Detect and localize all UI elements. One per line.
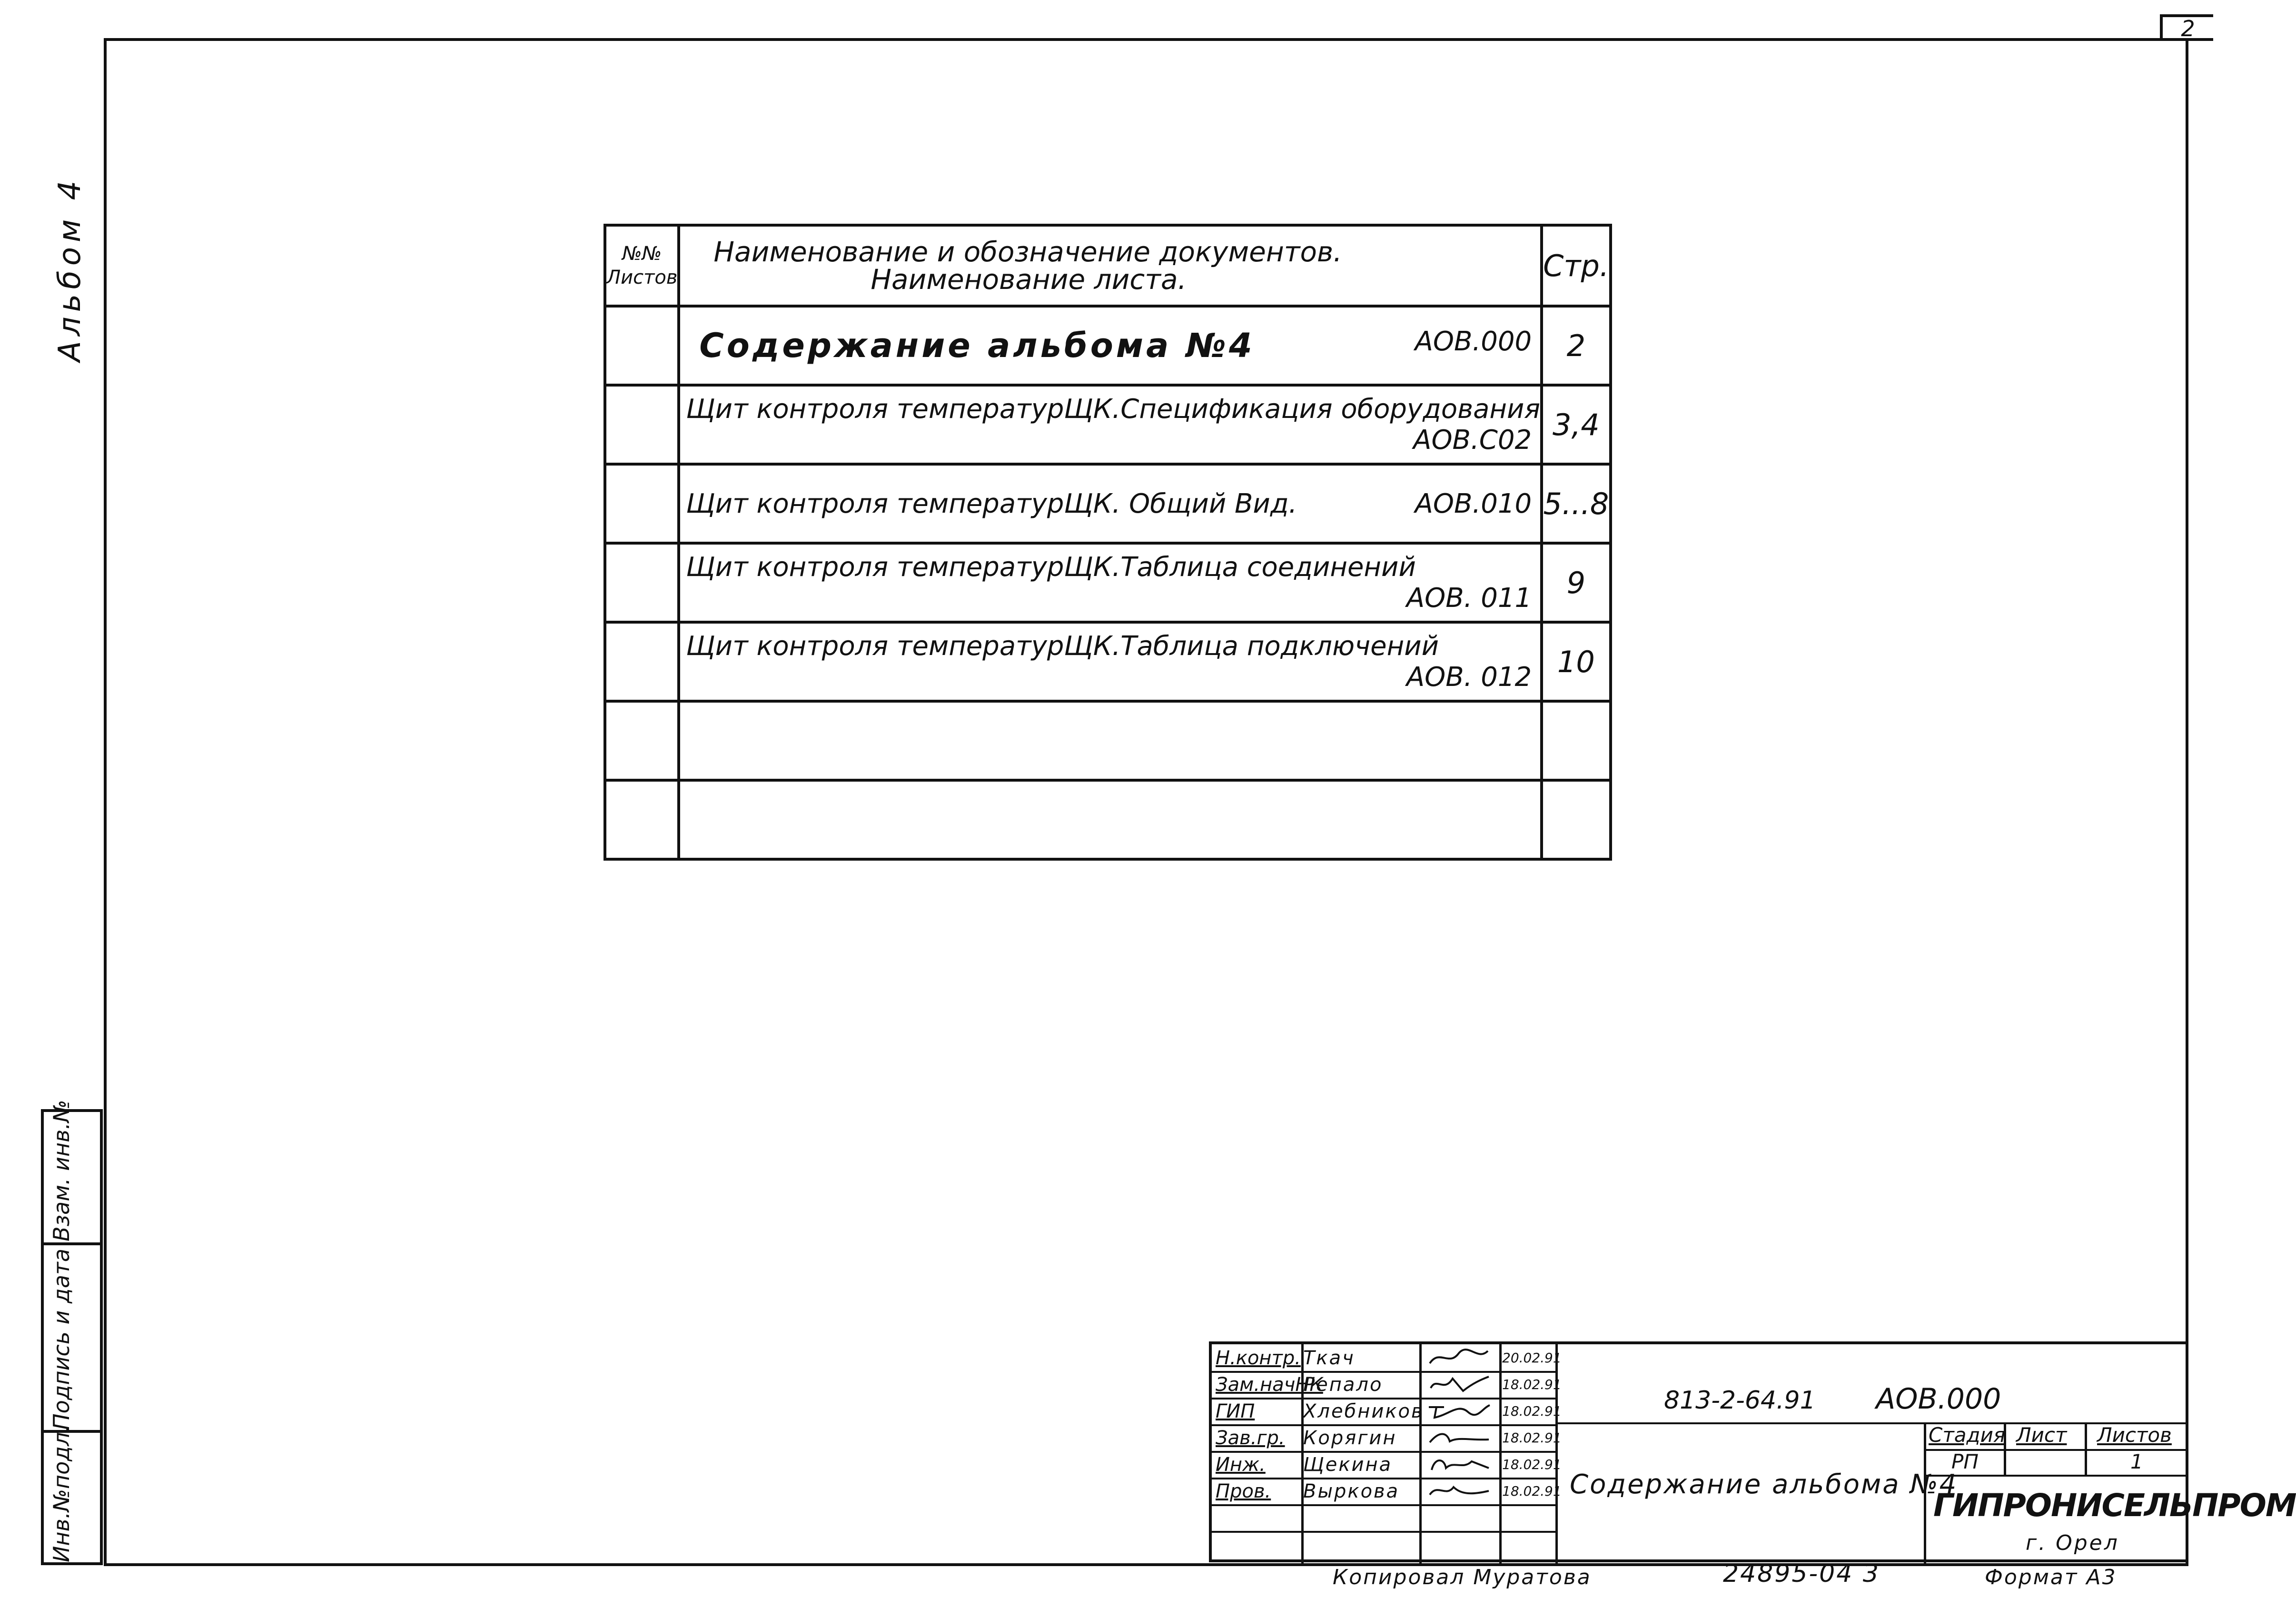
signature-name: Щекина [1303,1454,1393,1476]
signature-row [1212,1451,1562,1478]
row-page [1542,780,1610,859]
signature-date: 20.02.91 [1502,1350,1562,1366]
row-title: Щит контроля температурЩК. Общий Вид. [686,488,1297,519]
row-num [605,543,679,622]
signature-name: Выркова [1303,1480,1400,1502]
project-code-line [1664,1382,2001,1416]
row-num [605,306,679,385]
row-code: АОВ. 012 [1406,662,1532,693]
tb-divider [1212,1504,1557,1506]
signature-row [1212,1371,1562,1398]
signature-mark [1425,1347,1496,1373]
sheet-label: Лист [2016,1423,2067,1447]
album-label: Альбом 4 [52,176,88,362]
contents-row [605,780,1611,859]
row-num [605,464,679,543]
header-name-line1: Наименование и обозначение документов. [713,236,1342,268]
signature-mark [1425,1427,1496,1453]
signature-mark [1425,1480,1496,1506]
row-name [679,543,1542,622]
tb-divider [1212,1531,1557,1533]
contents-row [605,543,1611,622]
row-code: АОВ.010 [1415,488,1532,519]
contents-row [605,464,1611,543]
contents-row [605,622,1611,701]
row-name [679,780,1542,859]
row-code: АОВ. 011 [1406,583,1532,614]
row-code: АОВ.С02 [1413,425,1532,456]
row-page [1542,701,1610,780]
header-name-line2: Наименование листа. [871,263,1187,296]
tb-divider [1924,1475,2188,1477]
contents-table [604,224,1609,860]
signature-role: Инж. [1216,1454,1266,1476]
contents-header-row [605,225,1611,306]
contents-row [605,701,1611,780]
sheets-value: 1 [2130,1450,2143,1473]
title-block [1209,1341,2296,1562]
signature-role: ГИП [1216,1400,1255,1422]
row-title: Содержание альбома №4 [699,326,1255,365]
contents-row [605,306,1611,385]
project-code: 813-2-64.91 [1664,1386,1816,1415]
left-margin-stamp [41,1100,103,1565]
row-num [605,385,679,464]
row-title: Щит контроля температурЩК.Спецификация оборудования [686,394,1541,425]
row-page: 10 [1542,622,1610,701]
signature-date: 18.02.91 [1502,1377,1562,1392]
stamp-cell-inv-no: Инв.№подл. [41,1430,103,1565]
row-num [605,622,679,701]
tb-divider [2085,1422,2087,1476]
sheet-format: Формат А3 [1985,1565,2117,1589]
row-name [679,622,1542,701]
signature-name: Хлебников [1303,1400,1424,1422]
stage-value: РП [1951,1450,1979,1473]
signature-date: 18.02.91 [1502,1483,1562,1499]
row-page: 3,4 [1542,385,1610,464]
stage-label: Стадия [1929,1423,2006,1447]
signature-mark [1425,1454,1496,1479]
signature-name: Ткач [1303,1347,1355,1369]
header-document-name [679,225,1542,306]
signature-mark [1425,1374,1496,1399]
row-title: Щит контроля температурЩК.Таблица подключений [686,631,1439,662]
signature-name: Репало [1303,1374,1383,1396]
header-sheet-numbers: №№ Листов [605,225,679,306]
row-num [605,780,679,859]
sheet-number: 2 [2160,14,2213,41]
signature-row [1212,1478,1562,1504]
row-name [679,464,1542,543]
stamp-cell-sign-date: Подпись и дата [41,1242,103,1433]
tb-divider [1555,1422,2188,1424]
row-page: 9 [1542,543,1610,622]
row-name [679,385,1542,464]
signature-date: 18.02.91 [1502,1430,1562,1446]
signature-mark [1425,1400,1496,1426]
row-num [605,701,679,780]
document-title: Содержание альбома №4 [1570,1469,1958,1500]
header-page: Стр. [1542,225,1610,306]
signature-role: Зав.гр. [1216,1427,1285,1449]
row-title: Щит контроля температурЩК.Таблица соединений [686,552,1416,583]
copied-by: Копировал Муратова [1333,1565,1592,1589]
organization-name: ГИПРОНИСЕЛЬПРОМ [1933,1487,2296,1524]
signature-role: Пров. [1216,1480,1271,1502]
row-name [679,306,1542,385]
organization-city: г. Орел [2026,1531,2119,1555]
signature-role: Н.контр. [1216,1347,1301,1369]
signature-role: Зам.начНК [1216,1374,1323,1396]
inventory-number: 24895-04 3 [1723,1559,1880,1588]
signature-date: 18.02.91 [1502,1457,1562,1472]
row-code: АОВ.000 [1415,326,1532,357]
signature-date: 18.02.91 [1502,1403,1562,1419]
row-name [679,701,1542,780]
signature-row [1212,1398,1562,1424]
stamp-cell-replace-inv: Взам. инв.№ [41,1109,103,1245]
row-page: 5...8 [1542,464,1610,543]
signature-name: Корягин [1303,1427,1397,1449]
document-code: АОВ.000 [1876,1382,2001,1416]
sheets-label: Листов [2097,1423,2172,1447]
row-page: 2 [1542,306,1610,385]
contents-row [605,385,1611,464]
signature-row [1212,1424,1562,1451]
signature-row [1212,1344,1562,1371]
